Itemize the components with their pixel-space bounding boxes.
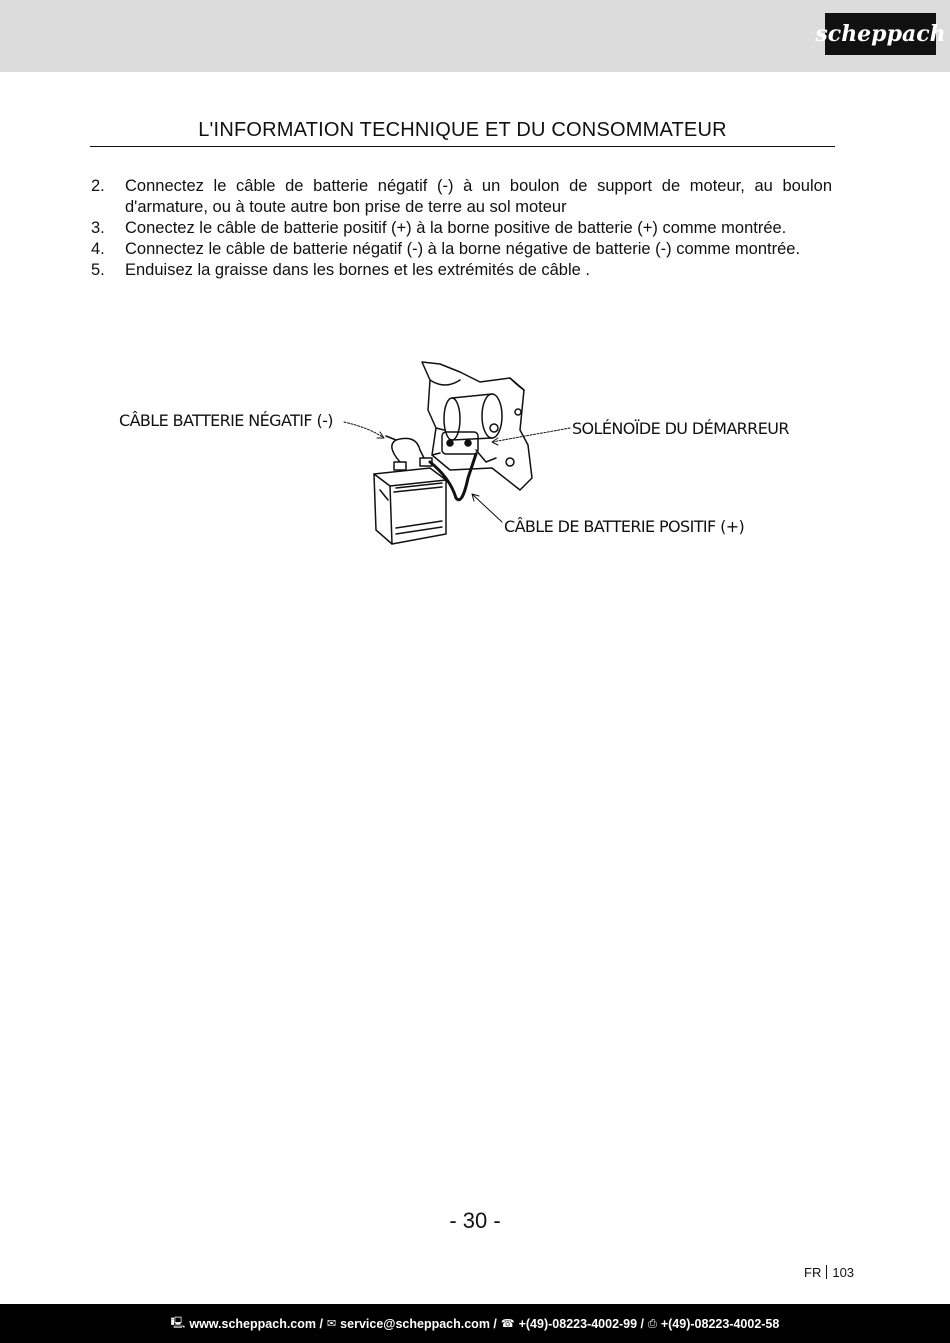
fax-number: +(49)-08223-4002-58 — [660, 1316, 780, 1331]
list-item — [90, 176, 832, 218]
phone-icon: ☎ — [500, 1317, 515, 1330]
brand-logo: scheppach — [825, 13, 936, 55]
positive-cable-label: CÂBLE DE BATTERIE POSITIF (+) — [504, 517, 745, 536]
instruction-list — [90, 176, 832, 281]
step-number: 3. — [91, 219, 105, 237]
header-band — [0, 0, 950, 72]
step-text: Connectez le câble de batterie négatif (-) à la borne négative de batterie (-) comme montrée. — [125, 240, 801, 258]
step-number: 5. — [91, 261, 105, 279]
website-link[interactable]: www.scheppach.com / — [189, 1316, 323, 1331]
page-reference — [804, 1265, 854, 1280]
list-item — [90, 218, 832, 239]
section-title: L'INFORMATION TECHNIQUE ET DU CONSOMMATEUR — [90, 119, 835, 147]
step-text: Conectez le câble de batterie positif (+) à la borne positive de batterie (+) comme montrée. — [125, 219, 787, 237]
step-text: Enduisez la graisse dans les bornes et les extrémités de câble . — [125, 261, 590, 279]
fax-icon: ⎙ — [648, 1316, 657, 1330]
starter-solenoid-label: SOLÉNOÏDE DU DÉMARREUR — [572, 419, 789, 438]
phone-number: +(49)-08223-4002-99 / — [518, 1316, 645, 1331]
page-number: - 30 - — [449, 1208, 501, 1233]
global-page-number: 103 — [832, 1265, 855, 1280]
computer-icon: 🖳 — [170, 1316, 186, 1329]
negative-cable-label: CÂBLE BATTERIE NÉGATIF (-) — [119, 411, 333, 430]
divider — [826, 1265, 827, 1279]
mail-icon: ✉ — [326, 1317, 337, 1330]
list-item — [90, 260, 832, 281]
battery-wiring-figure — [100, 350, 840, 560]
step-number: 2. — [91, 177, 105, 195]
step-number: 4. — [91, 240, 105, 258]
step-text: Connectez le câble de batterie négatif (-) à un boulon de support de moteur, au boulon d'armature, ou à toute autre bon prise de terre au sol moteur — [125, 177, 832, 216]
email-link[interactable]: service@scheppach.com / — [340, 1316, 497, 1331]
language-code: FR — [804, 1265, 822, 1280]
list-item — [90, 239, 832, 260]
contact-footer — [0, 1304, 950, 1343]
